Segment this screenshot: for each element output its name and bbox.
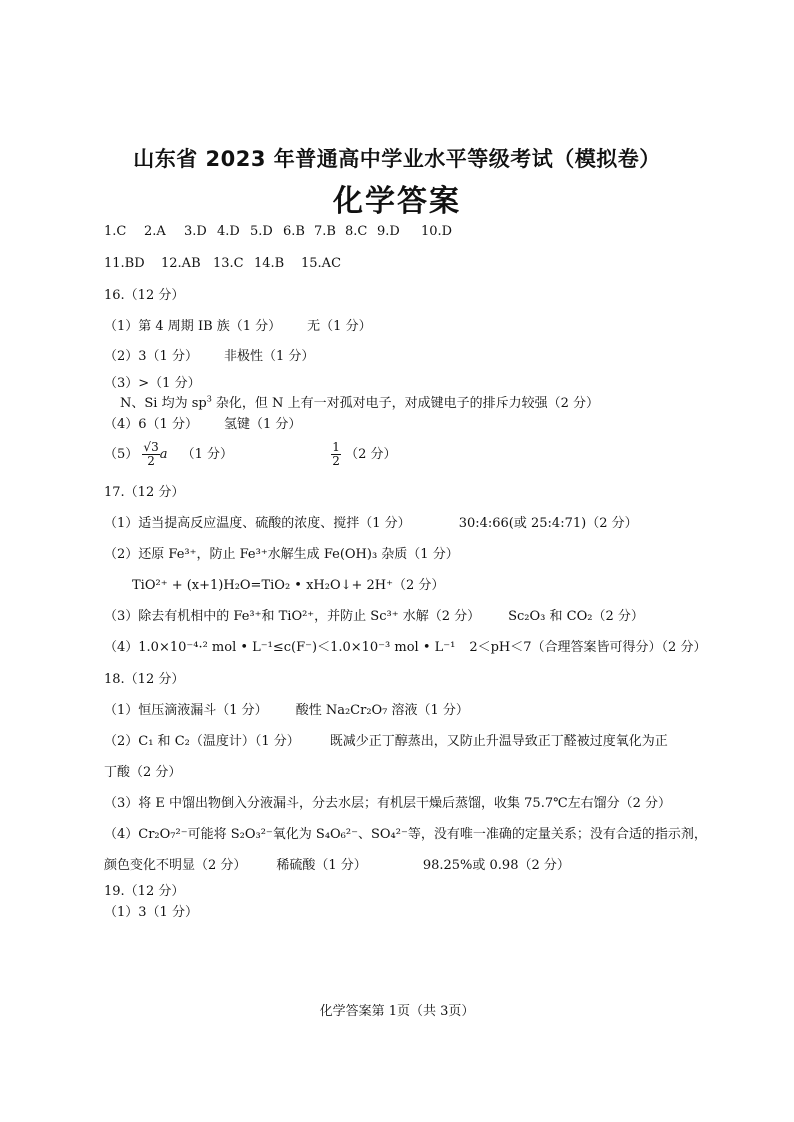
- mc-answer: 1.C: [104, 224, 127, 239]
- mc-answer: 11.BD: [104, 256, 145, 271]
- q17-part3: [104, 609, 644, 625]
- mc-answer: 5.D: [250, 224, 273, 239]
- q17-heading: 17.（12 分）: [104, 485, 185, 500]
- q18-part2: [104, 734, 668, 750]
- mc-answer: 10.D: [421, 224, 453, 239]
- q18-part1-a: （1）恒压滴液漏斗（1 分）: [104, 703, 268, 718]
- q16-part2-b: 非极性（1 分）: [223, 349, 315, 364]
- page-subtitle: 化学答案: [333, 184, 461, 219]
- q16-part3: （3）>（1 分）: [104, 376, 201, 391]
- q18-part4: （4）Cr₂O₇²⁻可能将 S₂O₃²⁻氧化为 S₄O₆²⁻、SO₄²⁻等，没有唯一准确的定量关系；没有合适的指示剂，: [104, 827, 707, 842]
- mc-answer: 6.B: [283, 224, 305, 239]
- q16-part3-explanation: N、Si 均为 $sp^3$ 杂化，但 N 上有一对孤对电子，对成键电子的排斥力较强（2 分）: [120, 394, 599, 411]
- q16-part1-b: 无（1 分）: [307, 319, 372, 334]
- q19-heading: 19.（12 分）: [104, 884, 185, 899]
- q17-part3-b: Sc₂O₃ 和 CO₂（2 分）: [508, 609, 644, 624]
- q18-part1-b: 酸性 Na₂Cr₂O₇ 溶液（1 分）: [295, 703, 469, 718]
- q17-part1: [104, 516, 638, 532]
- q17-part4-b: 2＜pH＜7（合理答案皆可得分）（2 分）: [469, 640, 707, 655]
- mc-answer: 14.B: [254, 256, 285, 271]
- q18-part2-a: （2）C₁ 和 C₂（温度计）（1 分）: [104, 734, 300, 749]
- page-title: 山东省 2023 年普通高中学业水平等级考试（模拟卷）: [133, 147, 661, 171]
- q17-part2-equation: TiO²⁺ + (x+1)H₂O=TiO₂ • xH₂O↓+ 2H⁺（2 分）: [132, 578, 445, 593]
- q17-part1-b: 30:4:66(或 25:4:71)（2 分）: [458, 516, 638, 531]
- q16-part5: [104, 440, 396, 470]
- q18-part1: [104, 703, 469, 719]
- q16-heading: 16.（12 分）: [104, 288, 185, 303]
- q16-part4-b: 氢键（1 分）: [223, 417, 302, 432]
- q18-part4-c: 稀硫酸（1 分）: [276, 858, 367, 873]
- q16-part5-score2: （2 分）: [345, 447, 397, 462]
- q16-part1-a: （1）第 4 周期 IB 族（1 分）: [104, 319, 282, 334]
- page-footer: 化学答案第 1页（共 3页）: [319, 1004, 475, 1019]
- q18-part2-cont: 丁酸（2 分）: [104, 765, 182, 780]
- mc-answer: 12.AB: [161, 256, 201, 271]
- mc-answer: 4.D: [217, 224, 240, 239]
- q16-part1: [104, 319, 372, 335]
- q16-part4-a: （4）6（1 分）: [104, 417, 198, 432]
- mc-answers-row2: [104, 256, 341, 272]
- q18-heading: 18.（12 分）: [104, 672, 185, 687]
- q16-part2-a: （2）3（1 分）: [104, 349, 198, 364]
- q17-part4-a: （4）1.0×10⁻⁴·² mol • L⁻¹≤c(F⁻)＜1.0×10⁻³ mol • L⁻¹: [104, 640, 456, 655]
- q18-part4-cont: [104, 858, 570, 874]
- q16-part2: [104, 349, 314, 365]
- q16-part5-score1: （1 分）: [181, 447, 234, 462]
- mc-answers-row1: [104, 224, 452, 240]
- q19-part1: （1）3（1 分）: [104, 905, 198, 920]
- q16-part5-label: （5）: [104, 447, 139, 462]
- q17-part2: （2）还原 Fe³⁺，防止 Fe³⁺水解生成 Fe(OH)₃ 杂质（1 分）: [104, 547, 459, 562]
- one-half-fraction: $\frac{1}{2}$: [332, 440, 340, 468]
- mc-answer: 8.C: [345, 224, 368, 239]
- q18-part3: （3）将 E 中馏出物倒入分液漏斗，分去水层；有机层干燥后蒸馏，收集 75.7℃左右馏分（2 分）: [104, 796, 672, 811]
- q16-part4: [104, 417, 301, 433]
- sqrt3-over-2-fraction: $\frac{√3}{2}$: [143, 440, 159, 468]
- q17-part3-a: （3）除去有机相中的 Fe³⁺和 TiO²⁺，并防止 Sc³⁺ 水解（2 分）: [104, 609, 481, 624]
- variable-a: a: [159, 447, 168, 462]
- q18-part2-b: 既减少正丁醇蒸出，又防止升温导致正丁醛被过度氧化为正: [329, 734, 668, 749]
- q17-part4: [104, 640, 706, 656]
- q18-part4-d: 98.25%或 0.98（2 分）: [422, 858, 570, 873]
- mc-answer: 9.D: [377, 224, 400, 239]
- mc-answer: 15.AC: [301, 256, 342, 271]
- mc-answer: 3.D: [184, 224, 207, 239]
- q18-part4-b: 颜色变化不明显（2 分）: [104, 858, 247, 873]
- mc-answer: 7.B: [314, 224, 336, 239]
- mc-answer: 2.A: [144, 224, 166, 239]
- q17-part1-a: （1）适当提高反应温度、硫酸的浓度、搅拌（1 分）: [104, 516, 411, 531]
- mc-answer: 13.C: [213, 256, 244, 271]
